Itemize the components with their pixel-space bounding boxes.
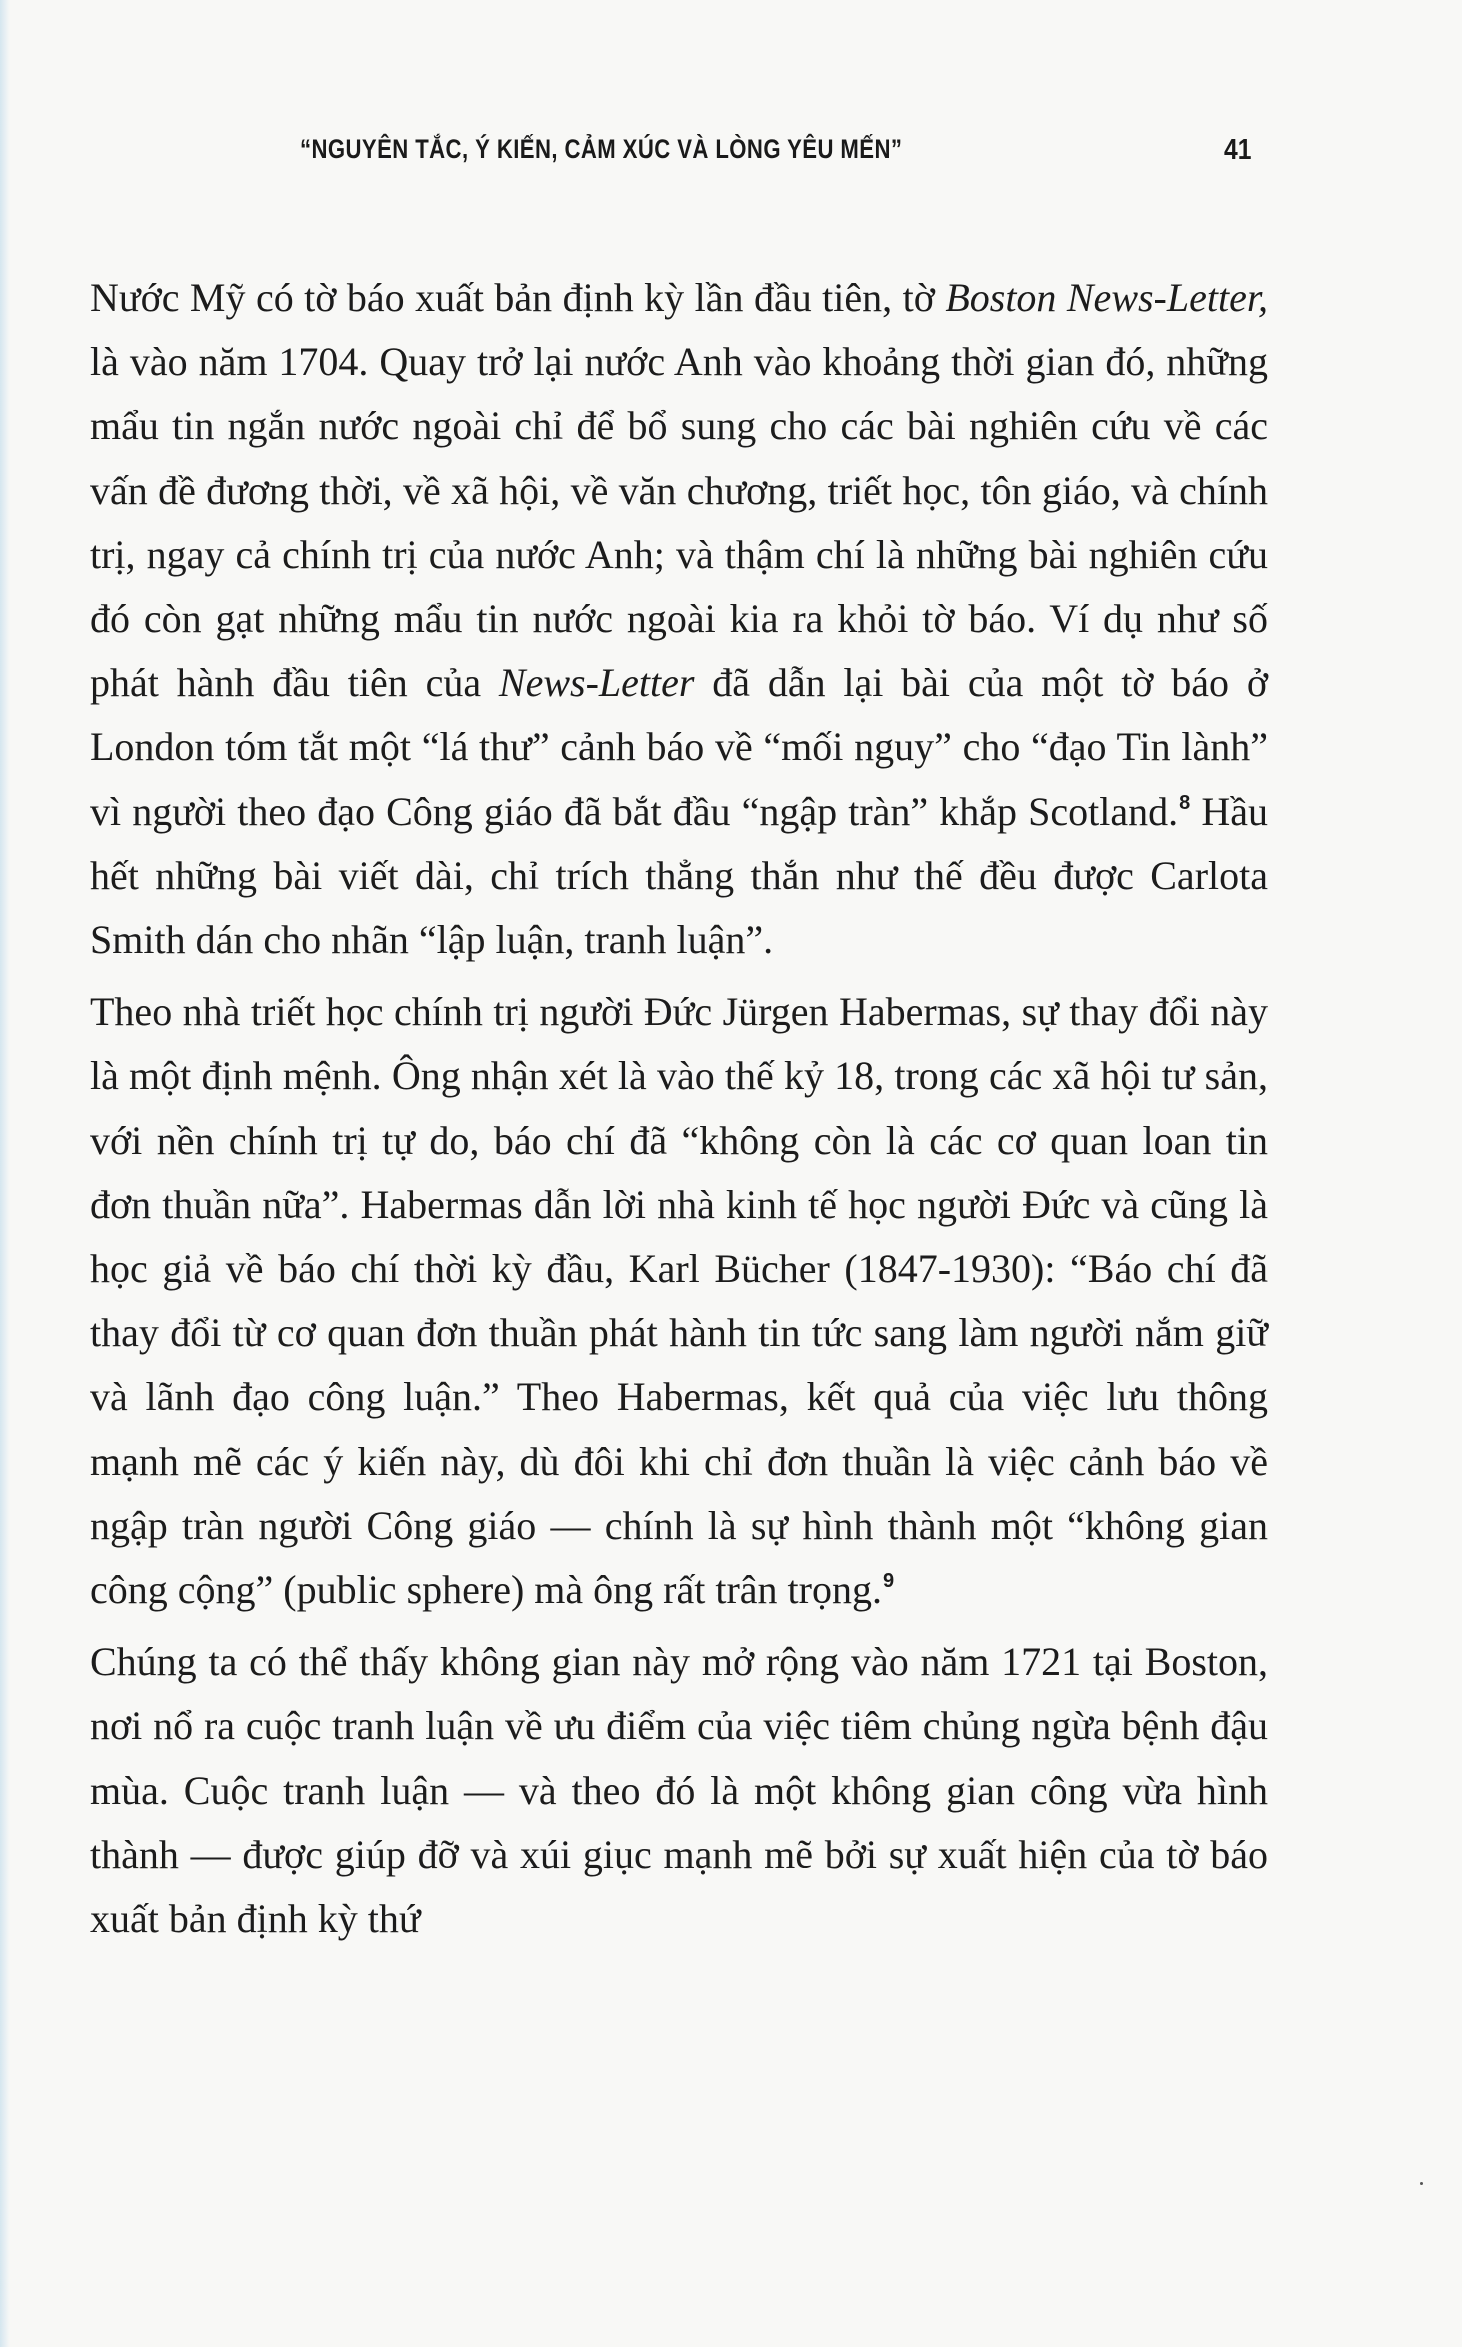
paragraph-2-text: Theo nhà triết học chính trị người Đức Jürgen Habermas, sự thay đổi này là một định mệnh. Ông nhận xét là vào thế kỷ 18, trong các xã hội tư sản, với nền chính trị tự do, báo chí đã “không còn là các cơ quan loan tin đơn thuần nữa”. Habermas dẫn lời nhà kinh tế học người Đức và cũng là học giả về báo chí thời kỳ đầu, Karl Bücher (1847-1930): “Báo chí đã thay đổi từ cơ quan đơn thuần phát hành tin tức sang làm người nắm giữ và lãnh đạo công luận.” Theo Habermas, kết quả của việc lưu thông mạnh mẽ các ý kiến này, dù đôi khi chỉ đơn thuần là việc cảnh báo về ngập tràn người Công giáo — chính là sự hình thành một “không gian công cộng” (public sphere) mà ông rất trân trọng. [90,989,1268,1613]
newspaper-title-boston-news-letter: Boston News-Letter, [945,275,1268,320]
paragraph-1-text-a: Nước Mỹ có tờ báo xuất bản định kỳ lần đầu tiên, tờ [90,275,946,320]
paragraph-3 [90,1630,1268,1951]
footnote-marker-9: 9 [882,1570,895,1593]
footnote-marker-8: 8 [1179,791,1191,814]
paragraph-2 [90,980,1268,1622]
paragraph-3-text: Chúng ta có thể thấy không gian này mở rộng vào năm 1721 tại Boston, nơi nổ ra cuộc tranh luận về ưu điểm của việc tiêm chủng ngừa bệnh đậu mùa. Cuộc tranh luận — và theo đó là một không gian công vừa hình thành — được giúp đỡ và xúi giục mạnh mẽ bởi sự xuất hiện của tờ báo xuất bản định kỳ thứ [90,1639,1268,1942]
ink-speck [1420,2182,1423,2185]
paragraph-1-text-d: Hầu hết những bài viết dài, chỉ trích thẳng thắn như thế đều được Carlota Smith dán cho nhãn “lập luận, tranh luận”. [90,788,1269,963]
running-head: “NGUYÊN TẮC, Ý KIẾN, CẢM XÚC VÀ LÒNG YÊU MẾN” [300,134,903,164]
page-number: 41 [1224,134,1252,166]
paragraph-1-text-c: đã dẫn lại bài của một tờ báo ở London tóm tắt một “lá thư” cảnh báo về “mối nguy” cho “đạo Tin lành” vì người theo đạo Công giáo đã bắt đầu “ngập tràn” khắp Scotland. [90,660,1268,834]
page-edge [0,0,10,2347]
body-text [90,266,1268,1951]
paragraph-1 [90,266,1268,972]
paragraph-1-text-b: là vào năm 1704. Quay trở lại nước Anh vào khoảng thời gian đó, những mẩu tin ngắn nước ngoài chỉ để bổ sung cho các bài nghiên cứu về các vấn đề đương thời, về xã hội, về văn chương, triết học, tôn giáo, và chính trị, ngay cả chính trị của nước Anh; và thậm chí là những bài nghiên cứu đó còn gạt những mẩu tin nước ngoài kia ra khỏi tờ báo. Ví dụ như số phát hành đầu tiên của [90,339,1268,706]
newspaper-title-news-letter: News-Letter [498,660,695,706]
